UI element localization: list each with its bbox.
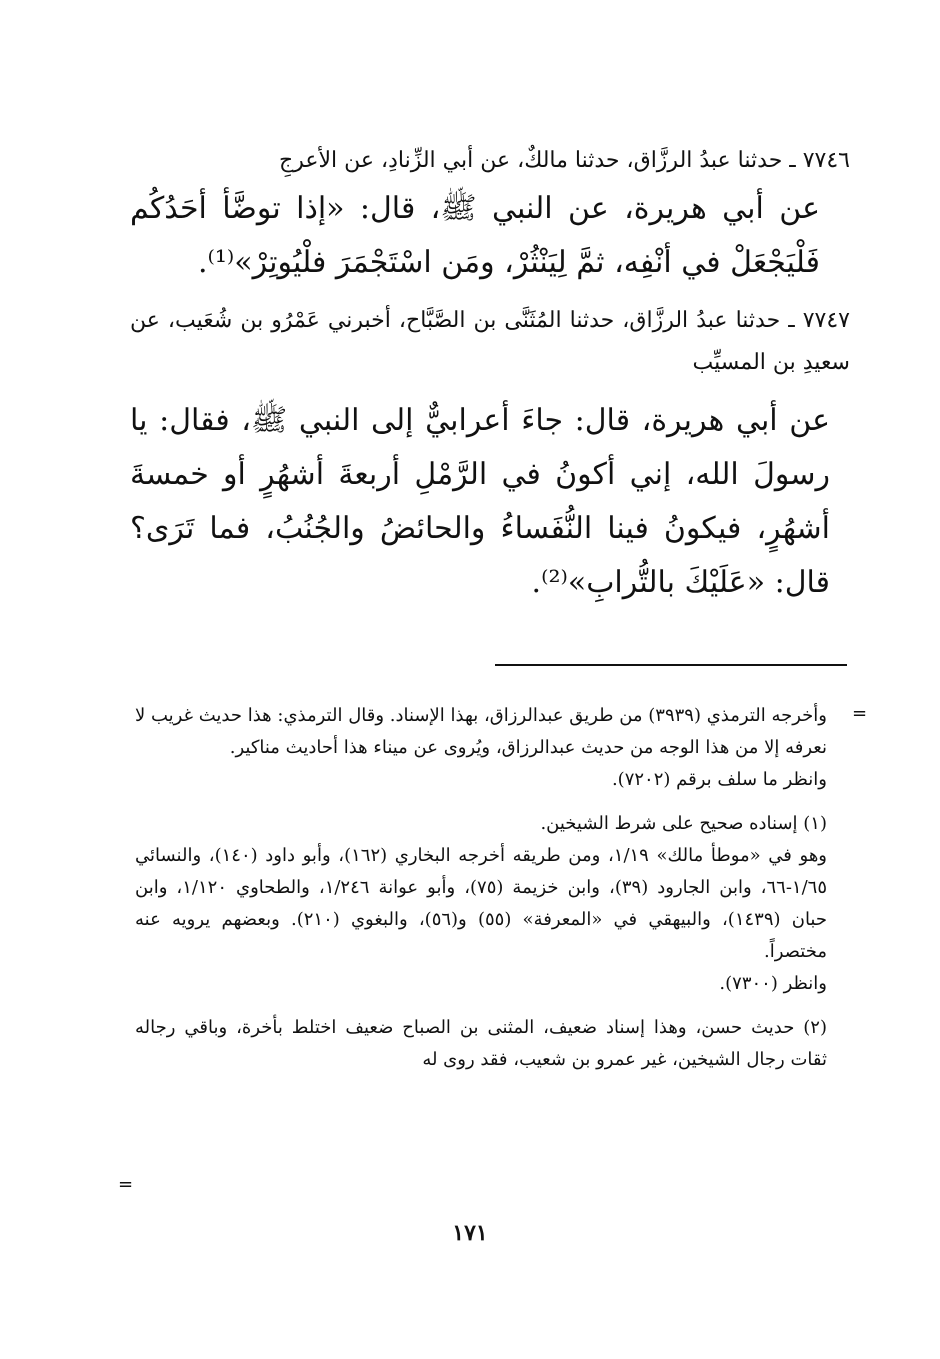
hadith-7747-isnad: ٧٧٤٧ ـ حدثنا عبدُ الرزَّاق، حدثنا المُثَنَّى بن الصَّبَّاح، أخبرني عَمْرُو بن شُعَيب، عن سعيدِ بن المسيِّب xyxy=(130,308,850,375)
continuation-mark-bottom: = xyxy=(118,1174,134,1195)
footnote-1-sources: وهو في «موطأ مالك» ١/١٩، ومن طريقه أخرجه البخاري (١٦٢)، وأبو داود (١٤٠)، والنسائي ١/٦٥-٦٦، وابن الجارود (٣٩)، وابن خزيمة (٧٥)، وأبو عوانة ١/٢٤٦، والطحاوي ١/١٢٠، وابن حبان (١٤٣٩)، والبيهقي في «المعرفة» (٥٥) و(٥٦)، والبغوي (٢١٠). وبعضهم يرويه عنه مختصراً. xyxy=(135,845,828,962)
footnotes xyxy=(135,700,855,1076)
footnote-1-ref: وانظر (٧٣٠٠). xyxy=(719,973,827,994)
footnote-carry-over-ref: وانظر ما سلف برقم (٧٢٠٢). xyxy=(611,769,827,790)
main-text xyxy=(130,140,850,610)
footnote-separator xyxy=(495,664,847,666)
page-number: ١٧١ xyxy=(452,1220,488,1246)
continuation-mark-top: = xyxy=(852,703,868,724)
footnote-1-grade: (١) إسناده صحيح على شرط الشيخين. xyxy=(540,813,827,834)
footnote-carry-over: وأخرجه الترمذي (٣٩٣٩) من طريق عبدالرزاق، بهذا الإسناد. وقال الترمذي: هذا حديث غريب لا نعرفه إلا من هذا الوجه من حديث عبدالرزاق، ويُروى عن ميناء هذا أحاديث مناكير. xyxy=(135,705,827,758)
hadith-7746-isnad: ٧٧٤٦ ـ حدثنا عبدُ الرزَّاق، حدثنا مالكٌ، عن أبي الزِّنادِ، عن الأعرجِ xyxy=(279,148,850,173)
footnote-2: (٢) حديث حسن، وهذا إسناد ضعيف، المثنى بن الصباح ضعيف اختلط بأخرة، وباقي رجاله ثقات رجال الشيخين، غير عمرو بن شعيب، فقد روى له xyxy=(135,1017,827,1070)
hadith-7747-matn: عن أبي هريرة، قال: جاءَ أعرابيٌّ إلى النبي ﷺ، فقال: يا رسولَ الله، إني أكونُ في الرَّمْلِ أربعةَ أشهُرٍ أو خمسةَ أشهُرٍ، فيكونُ فينا النُّفَساءُ والحائضُ والجُنُبُ، فما تَرَى؟ قال: «عَلَيْكَ بالتُّرابِ»⁽²⁾. xyxy=(130,403,830,600)
hadith-7746-matn: عن أبي هريرة، عن النبي ﷺ، قال: «إذا توضَّأ أحَدُكُم فَلْيَجْعَلْ في أنْفِه، ثمَّ لِيَنْثُرْ، ومَن اسْتَجْمَرَ فلْيُوتِرْ»⁽¹⁾. xyxy=(130,191,820,280)
